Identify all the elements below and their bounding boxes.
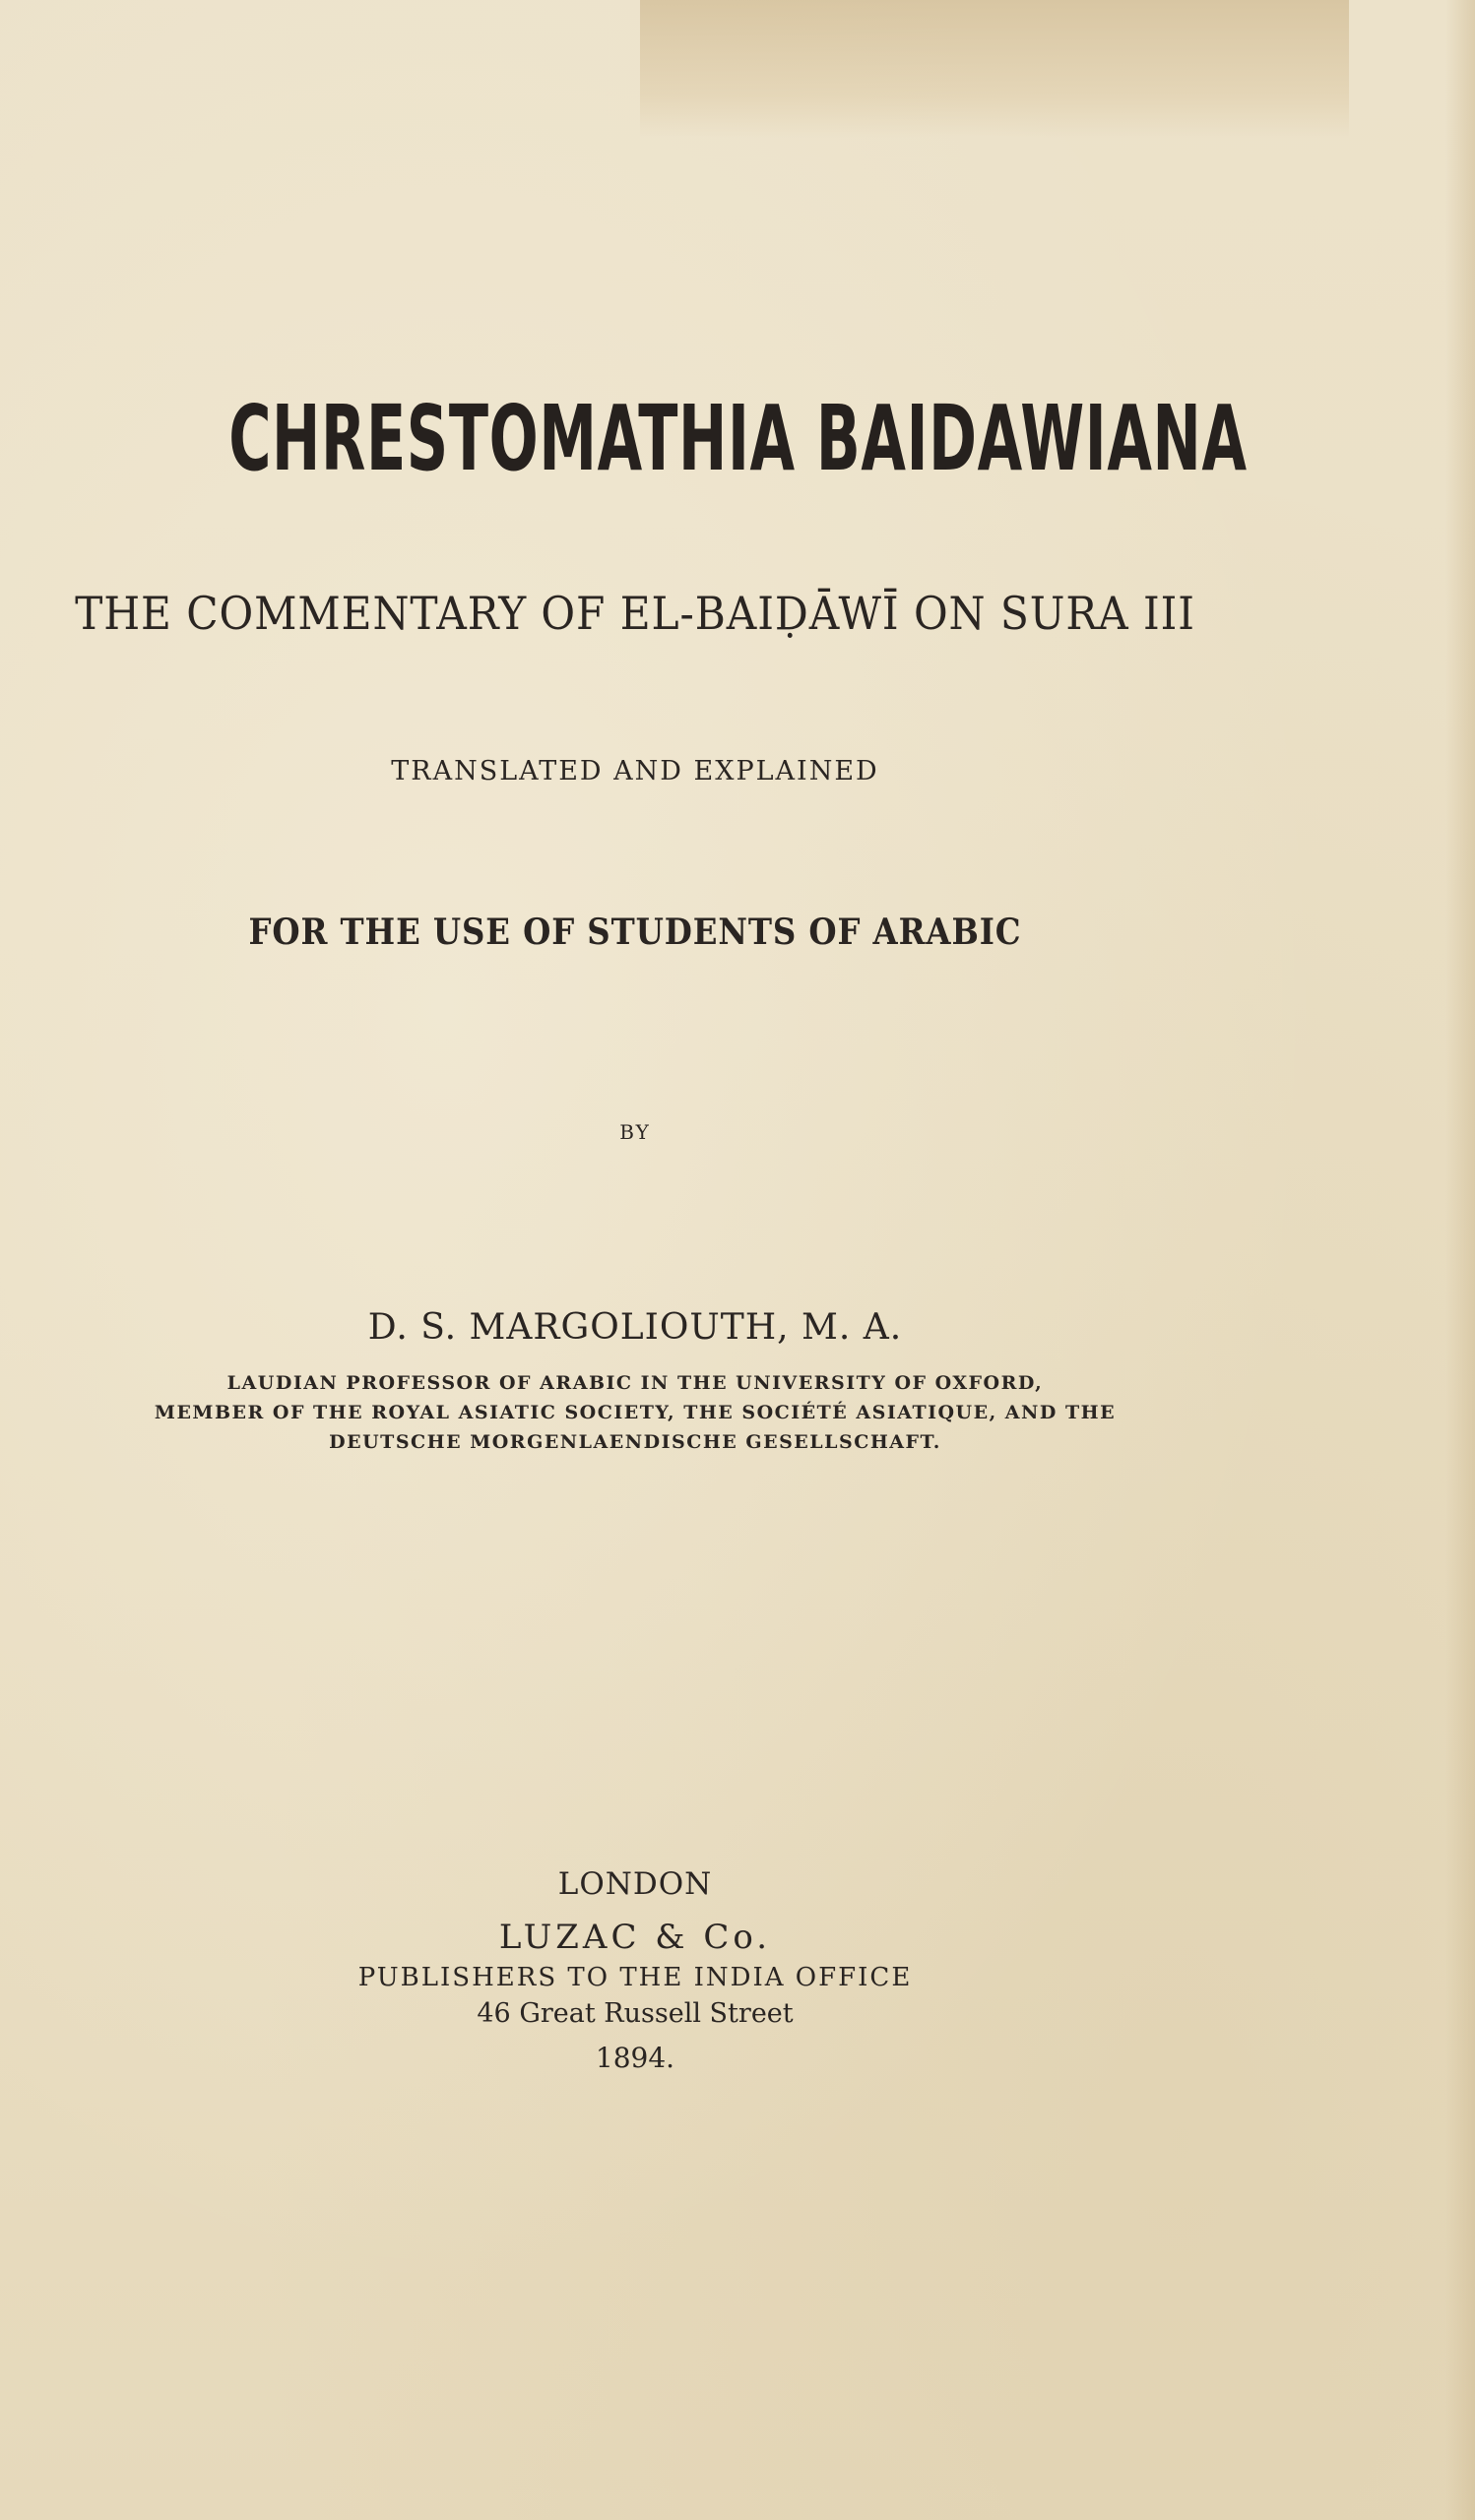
paper-edge-shadow: [1445, 0, 1475, 2520]
translated-line: TRANSLATED AND EXPLAINED: [391, 756, 879, 787]
author-name: D. S. MARGOLIOUTH, M. A.: [367, 1307, 903, 1348]
imprint-street: 46 Great Russell Street: [477, 1998, 794, 2029]
imprint-publisher: LUZAC & Co.: [498, 1918, 772, 1957]
book-subtitle: THE COMMENTARY OF EL-BAIḌĀWĪ ON SURA III: [75, 587, 1195, 640]
author-affiliation-line: DEUTSCHE MORGENLAENDISCHE GESELLSCHAFT.: [329, 1431, 941, 1453]
imprint-year: 1894.: [595, 2042, 675, 2074]
author-affiliation-line: LAUDIAN PROFESSOR OF ARABIC IN THE UNIVERSITY OF OXFORD,: [226, 1372, 1044, 1394]
imprint-city: LONDON: [557, 1866, 713, 1902]
imprint-publisher-note: PUBLISHERS TO THE INDIA OFFICE: [357, 1963, 913, 1992]
by-line: BY: [619, 1120, 651, 1144]
book-title: CHRESTOMATHIA BAIDAWIANA: [228, 386, 1248, 491]
paper-stain: [640, 0, 1349, 138]
purpose-line: FOR THE USE OF STUDENTS OF ARABIC: [248, 912, 1022, 953]
author-affiliation-line: MEMBER OF THE ROYAL ASIATIC SOCIETY, THE SOCIÉTÉ ASIATIQUE, AND THE: [154, 1402, 1117, 1423]
